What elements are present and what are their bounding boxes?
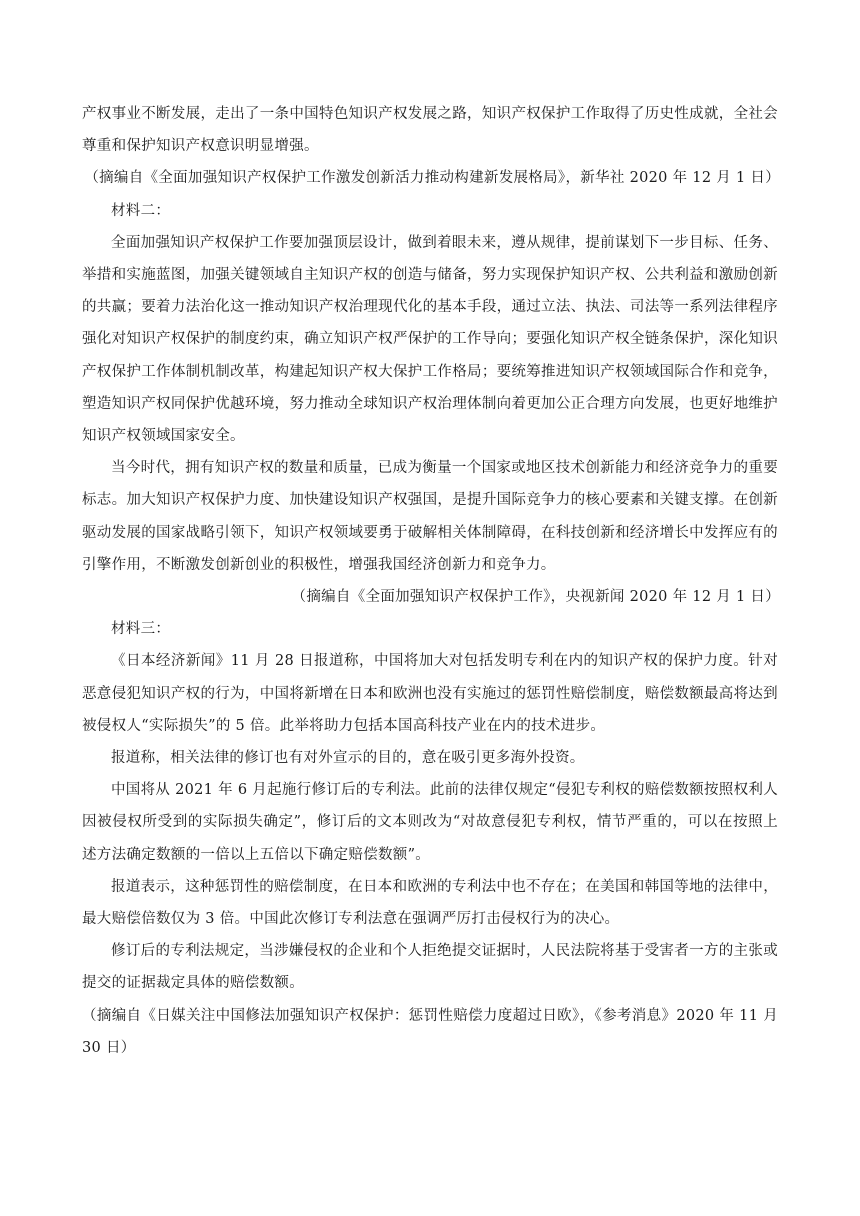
paragraph-material-3-d: 报道表示，这种惩罚性的赔偿制度，在日本和欧洲的专利法中也不存在；在美国和韩国等地的法律中，最大赔偿倍数仅为 3 倍。中国此次修订专利法意在强调严厉打击侵权行为的决心。 <box>82 878 778 928</box>
paragraph-material-2-a: 全面加强知识产权保护工作要加强顶层设计，做到着眼未来，遵从规律，提前谋划下一步目标、任务、举措和实施蓝图，加强关键领域自主知识产权的创造与储备，努力实现保护知识产权、公共利益和激励创新的共赢；要着力法治化这一推动知识产权治理现代化的基本手段，通过立法、执法、司法等一系列法律程序强化对知识产权保护的制度约束，确立知识产权严保护的工作导向；要强化知识产权全链条保护，深化知识产权保护工作体制机制改革，构建起知识产权大保护工作格局；要统筹推进知识产权领域国际合作和竞争，塑造知识产权同保护优越环境，努力推动全球知识产权治理体制向着更加公正合理方向发展，也更好地维护知识产权领域国家安全。 <box>82 234 778 445</box>
paragraph-material-3-a: 《日本经济新闻》11 月 28 日报道称，中国将加大对包括发明专利在内的知识产权的保护力度。针对恶意侵犯知识产权的行为，中国将新增在日本和欧洲也没有实施过的惩罚性赔偿制度，赔偿数额最高将达到被侵权人“实际损失”的 5 倍。此举将助力包括本国高科技产业在内的技术进步。 <box>82 653 778 734</box>
paragraph-material-3-c: 中国将从 2021 年 6 月起施行修订后的专利法。此前的法律仅规定“侵犯专利权的赔偿数额按照权利人因被侵权所受到的实际损失确定”，修订后的文本则改为“对故意侵犯专利权，情节严重的，可以在按照上述方法确定数额的一倍以上五倍以下确定赔偿数额”。 <box>82 782 778 863</box>
section-heading-material-2: 材料二： <box>111 202 171 219</box>
paragraph-material-3-b: 报道称，相关法律的修订也有对外宣示的目的，意在吸引更多海外投资。 <box>111 750 585 767</box>
source-citation-1: （摘编自《全面加强知识产权保护工作激发创新活力推动构建新发展格局》，新华社 2020 年 12 月 1 日） <box>84 170 780 187</box>
paragraph-material-2-b: 当今时代，拥有知识产权的数量和质量，已成为衡量一个国家或地区技术创新能力和经济竞争力的重要标志。加大知识产权保护力度、加快建设知识产权强国，是提升国际竞争力的核心要素和关键支撑。在创新驱动发展的国家战略引领下，知识产权领域要勇于破解相关体制障碍，在科技创新和经济增长中发挥应有的引擎作用，不断激发创新创业的积极性，增强我国经济创新力和竞争力。 <box>82 460 778 573</box>
paragraph-continuation: 产权事业不断发展，走出了一条中国特色知识产权发展之路，知识产权保护工作取得了历史性成就，全社会尊重和保护知识产权意识明显增强。 <box>82 106 778 155</box>
section-heading-material-3: 材料三： <box>111 621 171 638</box>
source-citation-3: （摘编自《日媒关注中国修法加强知识产权保护：惩罚性赔偿力度超过日欧》，《参考消息》2020 年 11 月 30 日） <box>82 1007 778 1056</box>
paragraph-material-3-e: 修订后的专利法规定，当涉嫌侵权的企业和个人拒绝提交证据时，人民法院将基于受害者一方的主张或提交的证据裁定具体的赔偿数额。 <box>82 943 778 992</box>
source-citation-2: （摘编自《全面加强知识产权保护工作》，央视新闻 2020 年 12 月 1 日） <box>291 589 780 606</box>
